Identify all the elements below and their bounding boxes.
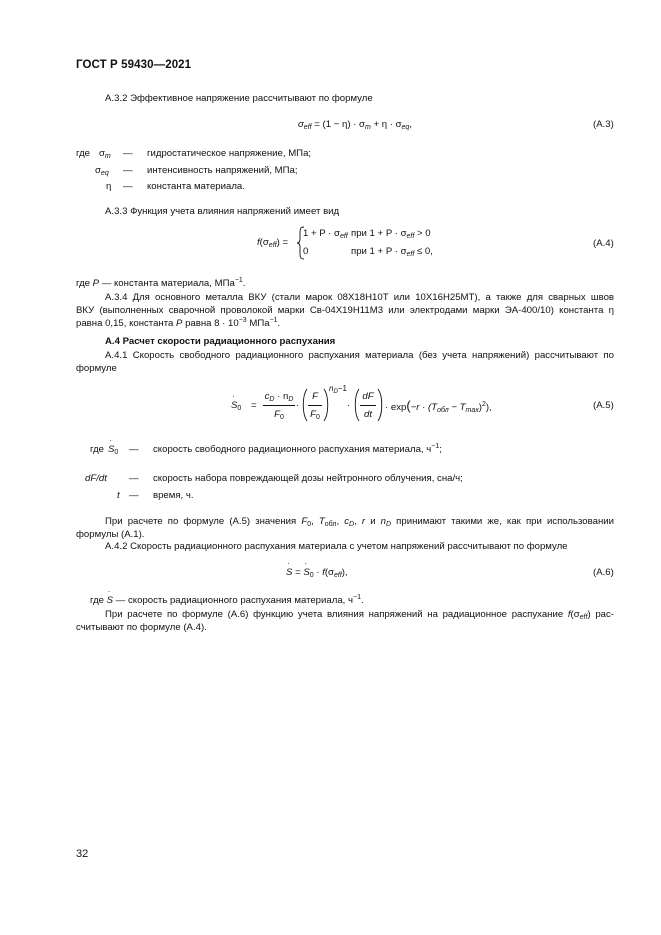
- page-number: 32: [76, 848, 89, 860]
- definition-dash: —: [123, 165, 133, 176]
- fraction2-bar: [308, 405, 322, 406]
- formula-a4-case1: $1 + P \cdot \sigma_{eff}$: [303, 228, 348, 240]
- definition-dash: —: [123, 181, 133, 192]
- paragraph-a5-calc-line1: При расчете по формуле (А.5) значения $F_0$, $T_{обл}$, $c_D$, r и $n_D$ принимают такими же, как при использовании: [105, 516, 614, 528]
- definition-symbol: $\sigma_{eq}$: [95, 165, 109, 177]
- definition-lead: где: [76, 148, 91, 159]
- fraction1-denominator: $F_0$: [274, 409, 284, 421]
- formula-a4-case2: 0: [303, 246, 309, 257]
- paragraph-final-line1: При расчете по формуле (А.6) функцию учета влияния напряжений на радиационное распухание $f(\sigma_{eff})$ рас-: [105, 609, 614, 621]
- definition-lead: где: [90, 444, 105, 455]
- formula-a6: · S = · $S_0 \cdot f(\sigma_{eff})$,: [286, 559, 348, 579]
- formula-a5-dot2: ·: [347, 400, 351, 411]
- paragraph-a34-line2: ВКУ (выполненных сварочной проволокой марки Св-04Х19Н11М3 или электродами марки ЭА-400/10) константа η: [76, 305, 614, 316]
- paragraph-final-line2: считывают по формуле (А.4).: [76, 622, 207, 633]
- definition-symbol: · $S_0$: [108, 436, 119, 456]
- paragraph-a41-line1: А.4.1 Скорость свободного радиационного распухания материала (без учета напряжений) рассчитывают по: [105, 350, 614, 361]
- definition-text: константа материала.: [147, 181, 245, 192]
- definition-dash: —: [129, 490, 139, 501]
- paragraph-s-definition: где · S — скорость радиационного распухания материала, $ч^{-1}$.: [90, 587, 364, 606]
- definition-symbol: dF/dt: [85, 473, 107, 484]
- fraction2-numerator: F: [312, 391, 318, 402]
- equation-number-a6: (А.6): [593, 567, 614, 578]
- paragraph-p-constant: где P — константа материала, МПа$^{-1}$.: [76, 277, 246, 289]
- definition-dash: —: [123, 148, 133, 159]
- paragraph-a32: А.3.2 Эффективное напряжение рассчитывают по формуле: [105, 93, 373, 104]
- fraction3-denominator: dt: [363, 409, 372, 420]
- fraction1-numerator: $c_D \cdot n_D$: [264, 391, 294, 403]
- fraction3-bar: [360, 405, 376, 406]
- formula-a4-cond2: при $1 + P \cdot \sigma_{eff} \le 0$,: [351, 246, 433, 258]
- fraction3-numerator: dF: [362, 391, 374, 402]
- equation-number-a4: (А.4): [593, 238, 614, 249]
- exponent: $n_D-1$: [329, 384, 347, 395]
- definition-symbol: t: [117, 490, 120, 501]
- equation-number-a3: (А.3): [593, 119, 614, 130]
- paragraph-a33: А.3.3 Функция учета влияния напряжений имеет вид: [105, 206, 340, 217]
- formula-a4-cond1: при $1 + P \cdot \sigma_{eff} > 0$: [351, 228, 431, 240]
- paragraph-a34-line1: А.3.4 Для основного металла ВКУ (стали марок 08Х18Н10Т или 10Х16Н25МТ), а также для сварных швов: [105, 292, 614, 303]
- definition-text: скорость набора повреждающей дозы нейтронного облучения, сна/ч;: [153, 473, 463, 484]
- paragraph-a41-line2: формуле: [76, 363, 117, 374]
- right-paren-icon: [322, 388, 330, 422]
- formula-a5-eq: =: [251, 400, 257, 411]
- section-title-a4: А.4 Расчет скорости радиационного распухания: [105, 336, 336, 347]
- definition-text: скорость свободного радиационного распухания материала, $ч^{-1}$;: [153, 443, 442, 455]
- definition-symbol: η: [106, 181, 112, 192]
- right-paren-icon: [376, 388, 384, 422]
- document-header: ГОСТ Р 59430—2021: [76, 59, 192, 71]
- definition-symbol: $\sigma_m$: [99, 148, 111, 160]
- definition-text: интенсивность напряжений, МПа;: [147, 165, 298, 176]
- formula-a4-lhs: $f(\sigma_{eff})$ =: [257, 237, 289, 249]
- formula-a5-exp: · $\exp(-r \cdot (T_{обл} - T_{max})^2)$,: [385, 398, 492, 414]
- sym: σ: [298, 119, 304, 130]
- definition-dash: —: [129, 444, 139, 455]
- formula-a5-dot: ·: [296, 400, 300, 411]
- paragraph-a34-line3: равна 0,15, константа P равна $8 \cdot 10^{-3}$ МПа$^{-1}$.: [76, 317, 281, 329]
- definition-dash: —: [129, 473, 139, 484]
- fraction1-bar: [263, 405, 295, 406]
- equation-number-a5: (А.5): [593, 400, 614, 411]
- definition-text: время, ч.: [153, 490, 194, 501]
- formula-a3: $\sigma_{eff} = (1 - \eta) \cdot \sigma_m + \eta \cdot \sigma_{eq}$,: [298, 119, 412, 131]
- definition-text: гидростатическое напряжение, МПа;: [147, 148, 312, 159]
- paragraph-a42: А.4.2 Скорость радиационного распухания материала с учетом напряжений рассчитывают по формуле: [105, 541, 568, 552]
- fraction2-denominator: $F_0$: [310, 409, 320, 421]
- paragraph-a5-calc-line2: формулы (А.1).: [76, 529, 145, 540]
- formula-a5-lhs: · $S_0$: [231, 392, 242, 412]
